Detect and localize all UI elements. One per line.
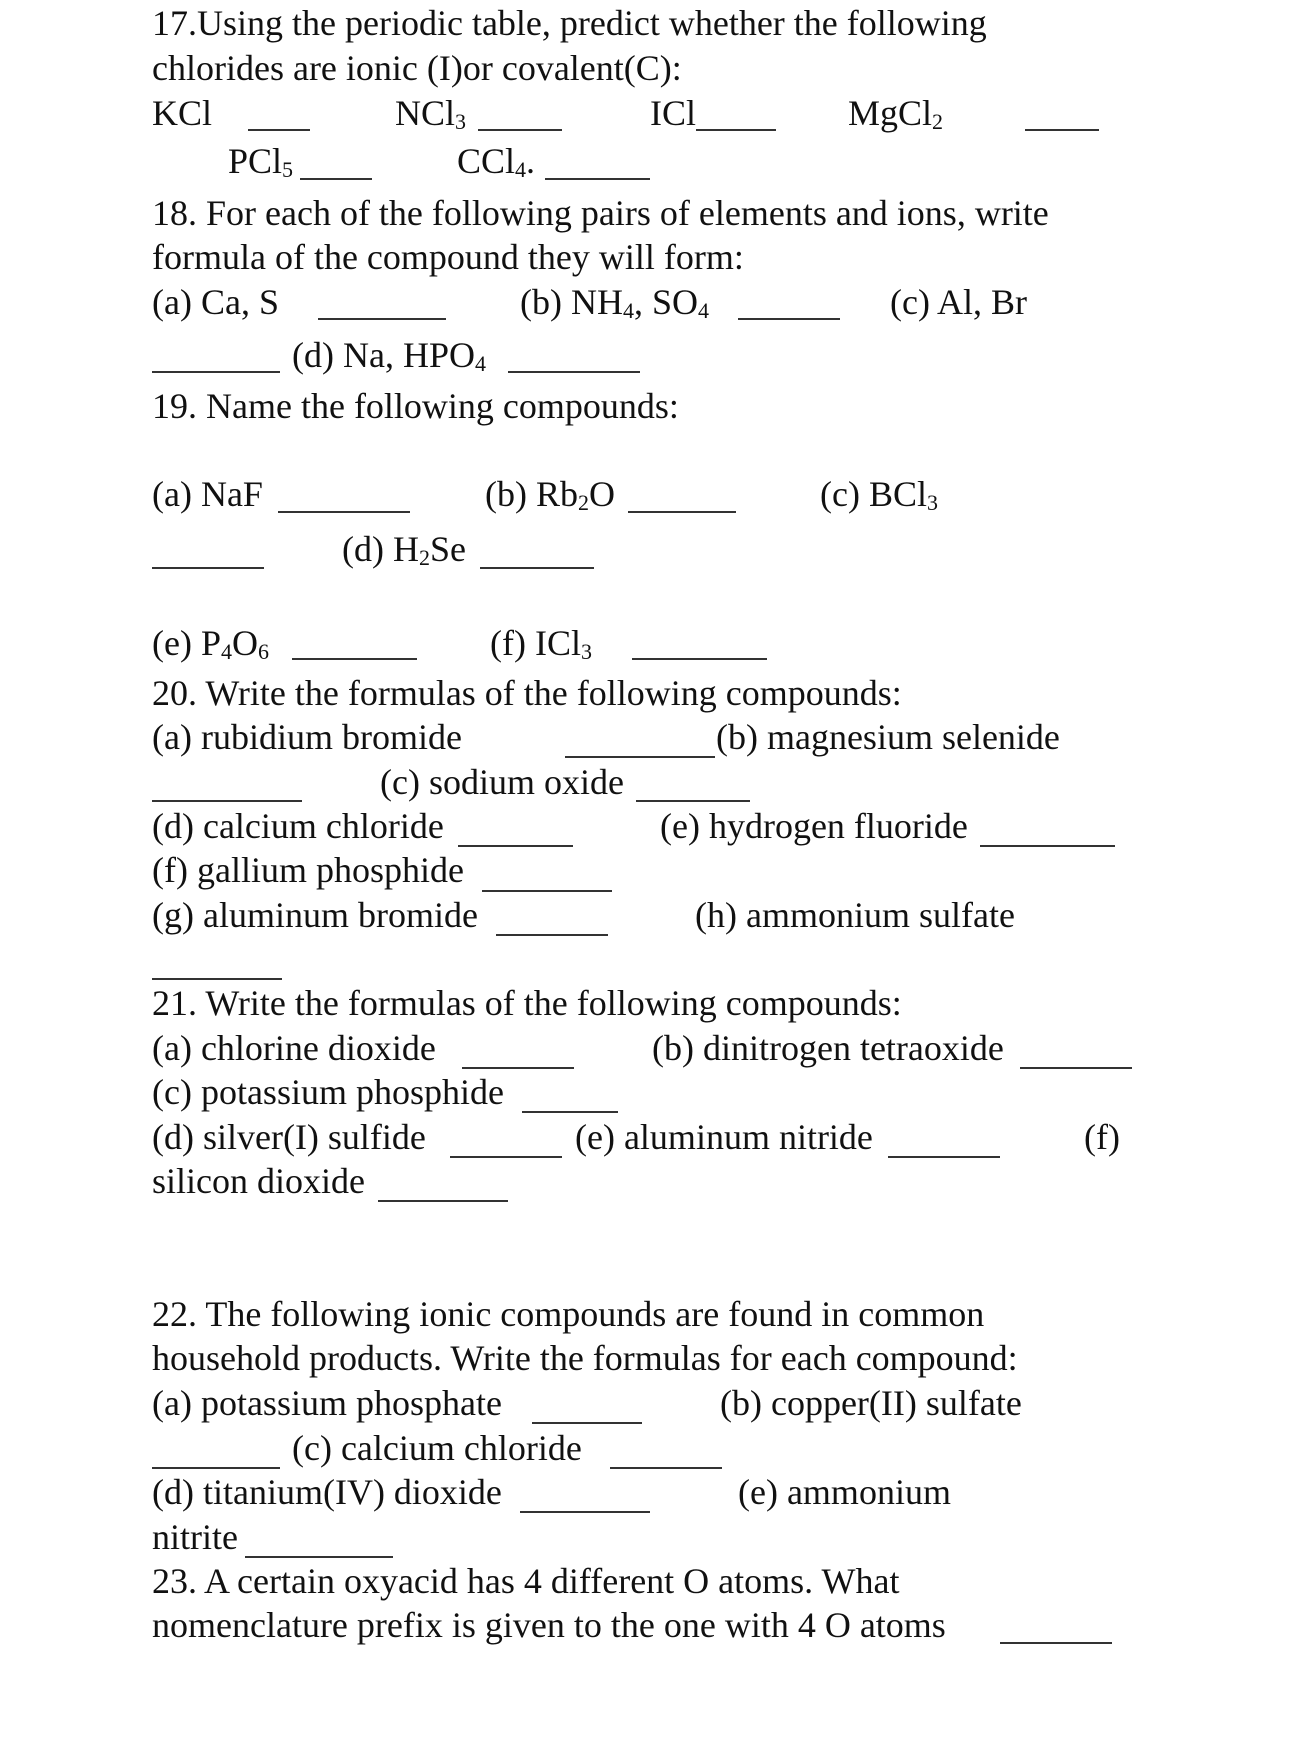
q21-e-answer-line[interactable] bbox=[888, 1156, 1000, 1158]
q21-f-text: silicon dioxide bbox=[152, 1161, 365, 1201]
q17-pcl5-label: PCl$_5$ bbox=[228, 141, 294, 182]
q17-heading-line1: 17.Using the periodic table, predict whether the following bbox=[152, 3, 987, 43]
q22-d-answer-line[interactable] bbox=[520, 1511, 650, 1513]
q19-c-label: (c) BCl$_3$ bbox=[820, 474, 938, 515]
q22-heading-line2: household products. Write the formulas for each compound: bbox=[152, 1338, 1018, 1378]
q20-h-label: (h) ammonium sulfate bbox=[695, 895, 1015, 935]
q22-c-label: (c) calcium chloride bbox=[292, 1428, 582, 1468]
q21-b-answer-line[interactable] bbox=[1020, 1067, 1132, 1069]
q20-g-answer-line[interactable] bbox=[496, 934, 608, 936]
q22-d-label: (d) titanium(IV) dioxide bbox=[152, 1472, 502, 1512]
q17-mgcl2-label: MgCl$_2$ bbox=[848, 93, 944, 134]
q20-c-label: (c) sodium oxide bbox=[380, 762, 624, 802]
q20-a-label: (a) rubidium bromide bbox=[152, 717, 462, 757]
q20-e-label: (e) hydrogen fluoride bbox=[660, 806, 968, 846]
q17-heading-line2: chlorides are ionic (I)or covalent(C): bbox=[152, 48, 682, 88]
q20-e-answer-line[interactable] bbox=[980, 845, 1115, 847]
q18-heading-line2: formula of the compound they will form: bbox=[152, 237, 744, 277]
q21-f-label: (f) bbox=[1084, 1117, 1120, 1157]
q19-d-label: (d) $H_2Se$ bbox=[342, 529, 466, 570]
q20-d-answer-line[interactable] bbox=[458, 845, 573, 847]
q19-b-answer-line[interactable] bbox=[628, 511, 736, 513]
q21-c-label: (c) potassium phosphide bbox=[152, 1072, 504, 1112]
q20-b-label: (b) magnesium selenide bbox=[716, 717, 1060, 757]
q19-e-answer-line[interactable] bbox=[292, 658, 417, 660]
q21-b-label: (b) dinitrogen tetraoxide bbox=[652, 1028, 1004, 1068]
q17-icl-label: ICl bbox=[650, 93, 697, 133]
q21-e-label: (e) aluminum nitride bbox=[575, 1117, 873, 1157]
q22-heading-line1: 22. The following ionic compounds are found in common bbox=[152, 1294, 985, 1334]
q21-d-label: (d) silver(I) sulfide bbox=[152, 1117, 426, 1157]
q23-answer-line[interactable] bbox=[1000, 1642, 1112, 1644]
q17-kcl-label: KCl bbox=[152, 93, 213, 133]
q20-f-label: (f) gallium phosphide bbox=[152, 850, 464, 890]
q22-e-text: nitrite bbox=[152, 1517, 238, 1557]
q17-ncl3-label: NCl$_3$ bbox=[395, 93, 467, 134]
q18-b-answer-line[interactable] bbox=[738, 318, 840, 320]
q21-d-answer-line[interactable] bbox=[450, 1156, 562, 1158]
q19-f-answer-line[interactable] bbox=[632, 658, 767, 660]
q17-ccl4-answer-line[interactable] bbox=[545, 178, 650, 180]
q21-f-answer-line[interactable] bbox=[378, 1200, 508, 1202]
q22-a-answer-line[interactable] bbox=[532, 1422, 642, 1424]
q19-d-answer-line[interactable] bbox=[480, 567, 594, 569]
q18-d-label: (d) Na, $HPO_4$ bbox=[292, 335, 486, 376]
q18-c-answer-line[interactable] bbox=[152, 371, 280, 373]
q17-ccl4-label: CCl$_4$. bbox=[457, 141, 536, 182]
q22-a-label: (a) potassium phosphate bbox=[152, 1383, 502, 1423]
q22-b-answer-line[interactable] bbox=[152, 1467, 280, 1469]
q20-b-answer-line[interactable] bbox=[152, 800, 302, 802]
q17-mgcl2-answer-line[interactable] bbox=[1025, 129, 1099, 131]
q17-pcl5-answer-line[interactable] bbox=[300, 178, 372, 180]
q21-a-answer-line[interactable] bbox=[462, 1067, 574, 1069]
q20-g-label: (g) aluminum bromide bbox=[152, 895, 478, 935]
q21-a-label: (a) chlorine dioxide bbox=[152, 1028, 436, 1068]
q18-d-answer-line[interactable] bbox=[508, 371, 640, 373]
q20-h-answer-line[interactable] bbox=[152, 978, 282, 980]
q20-d-label: (d) calcium chloride bbox=[152, 806, 444, 846]
q19-b-label: (b) $Rb_2O$ bbox=[485, 474, 615, 515]
q19-c-answer-line[interactable] bbox=[152, 567, 264, 569]
q23-line2: nomenclature prefix is given to the one with 4 O atoms bbox=[152, 1605, 946, 1645]
q20-heading: 20. Write the formulas of the following compounds: bbox=[152, 673, 902, 713]
q18-b-label: (b) $NH_4$, $SO_4$ bbox=[520, 282, 710, 323]
q22-c-answer-line[interactable] bbox=[610, 1467, 722, 1469]
q19-f-label: (f) ICl$_3$ bbox=[490, 623, 592, 664]
q17-ncl3-answer-line[interactable] bbox=[478, 129, 562, 131]
q21-c-answer-line[interactable] bbox=[522, 1111, 618, 1113]
q22-e-label: (e) ammonium bbox=[738, 1472, 951, 1512]
q18-c-label: (c) Al, Br bbox=[890, 282, 1027, 322]
q22-e-answer-line[interactable] bbox=[245, 1556, 393, 1558]
q23-line1: 23. A certain oxyacid has 4 different O atoms. What bbox=[152, 1561, 900, 1601]
q17-icl-answer-line[interactable] bbox=[696, 129, 776, 131]
q17-kcl-answer-line[interactable] bbox=[248, 129, 310, 131]
q19-e-label: (e) $P_4O_6$ bbox=[152, 623, 269, 664]
q20-c-answer-line[interactable] bbox=[636, 800, 750, 802]
q18-a-label: (a) Ca, S bbox=[152, 282, 279, 322]
q19-a-answer-line[interactable] bbox=[278, 511, 410, 513]
q18-a-answer-line[interactable] bbox=[318, 318, 446, 320]
q19-a-label: (a) NaF bbox=[152, 474, 263, 514]
q18-heading-line1: 18. For each of the following pairs of elements and ions, write bbox=[152, 193, 1049, 233]
q22-b-label: (b) copper(II) sulfate bbox=[720, 1383, 1022, 1423]
q19-heading: 19. Name the following compounds: bbox=[152, 386, 679, 426]
q21-heading: 21. Write the formulas of the following compounds: bbox=[152, 983, 902, 1023]
q20-a-answer-line[interactable] bbox=[565, 756, 715, 758]
q20-f-answer-line[interactable] bbox=[482, 890, 612, 892]
